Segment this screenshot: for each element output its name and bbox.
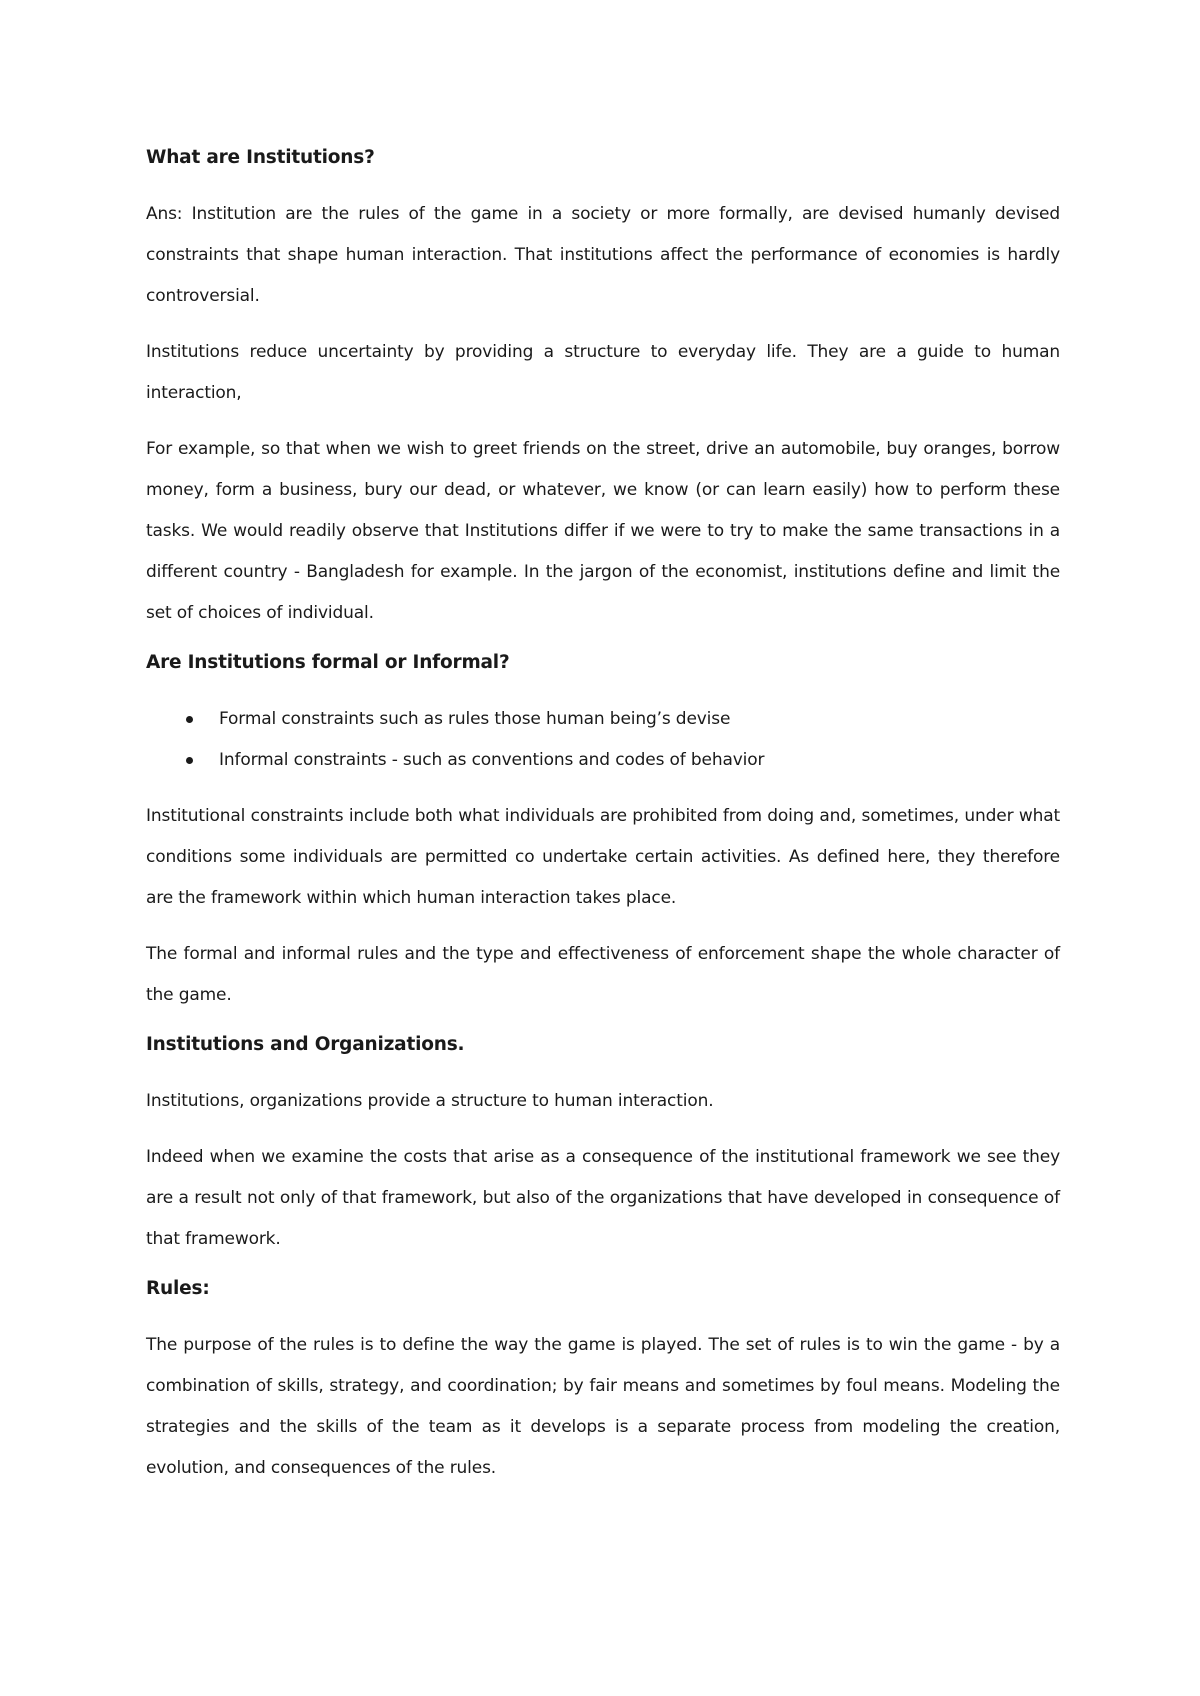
constraints-list — [146, 699, 1060, 781]
bullet-icon — [186, 716, 193, 723]
list-item — [146, 699, 1060, 740]
list-item — [146, 740, 1060, 781]
bullet-icon — [186, 757, 193, 764]
paragraph-formal-informal-rules: The formal and informal rules and the type and effectiveness of enforcement shape the whole character of the game. — [146, 944, 1060, 1005]
document-page — [146, 144, 1060, 1489]
paragraph-uncertainty: Institutions reduce uncertainty by providing a structure to everyday life. They are a guide to human interaction, — [146, 342, 1060, 403]
paragraph-rules-purpose: The purpose of the rules is to define the way the game is played. The set of rules is to win the game - by a combination of skills, strategy, and coordination; by fair means and sometimes by foul means. Modeling the strategies and the skills of the team as it develops is a separate process from modeling the creation, evolution, and consequences of the rules. — [146, 1335, 1060, 1478]
paragraph-example: For example, so that when we wish to greet friends on the street, drive an automobile, buy oranges, borrow money, form a business, bury our dead, or whatever, we know (or can learn easily) how to perform these tasks. We would readily observe that Institutions differ if we were to try to make the same transactions in a different country - Bangladesh for example. In the jargon of the economist, institutions define and limit the set of choices of individual. — [146, 439, 1060, 623]
paragraph-costs: Indeed when we examine the costs that arise as a consequence of the institutional framework we see they are a result not only of that framework, but also of the organizations that have developed in consequence of that framework. — [146, 1147, 1060, 1249]
list-item-text: Formal constraints such as rules those human being’s devise — [219, 709, 731, 729]
paragraph-definition: Ans: Institution are the rules of the game in a society or more formally, are devised humanly devised constraints that shape human interaction. That institutions affect the performance of economies is hardly controversial. — [146, 204, 1060, 306]
section-heading-organizations: Institutions and Organizations. — [146, 1034, 465, 1055]
paragraph-organizations-structure: Institutions, organizations provide a structure to human interaction. — [146, 1091, 714, 1111]
section-heading-institutions: What are Institutions? — [146, 147, 375, 168]
section-heading-rules: Rules: — [146, 1278, 210, 1299]
paragraph-institutional-constraints: Institutional constraints include both what individuals are prohibited from doing and, sometimes, under what conditions some individuals are permitted co undertake certain activities. As defined here, they therefore are the framework within which human interaction takes place. — [146, 806, 1060, 908]
section-heading-formal-informal: Are Institutions formal or Informal? — [146, 652, 510, 673]
list-item-text: Informal constraints - such as conventions and codes of behavior — [219, 750, 765, 770]
